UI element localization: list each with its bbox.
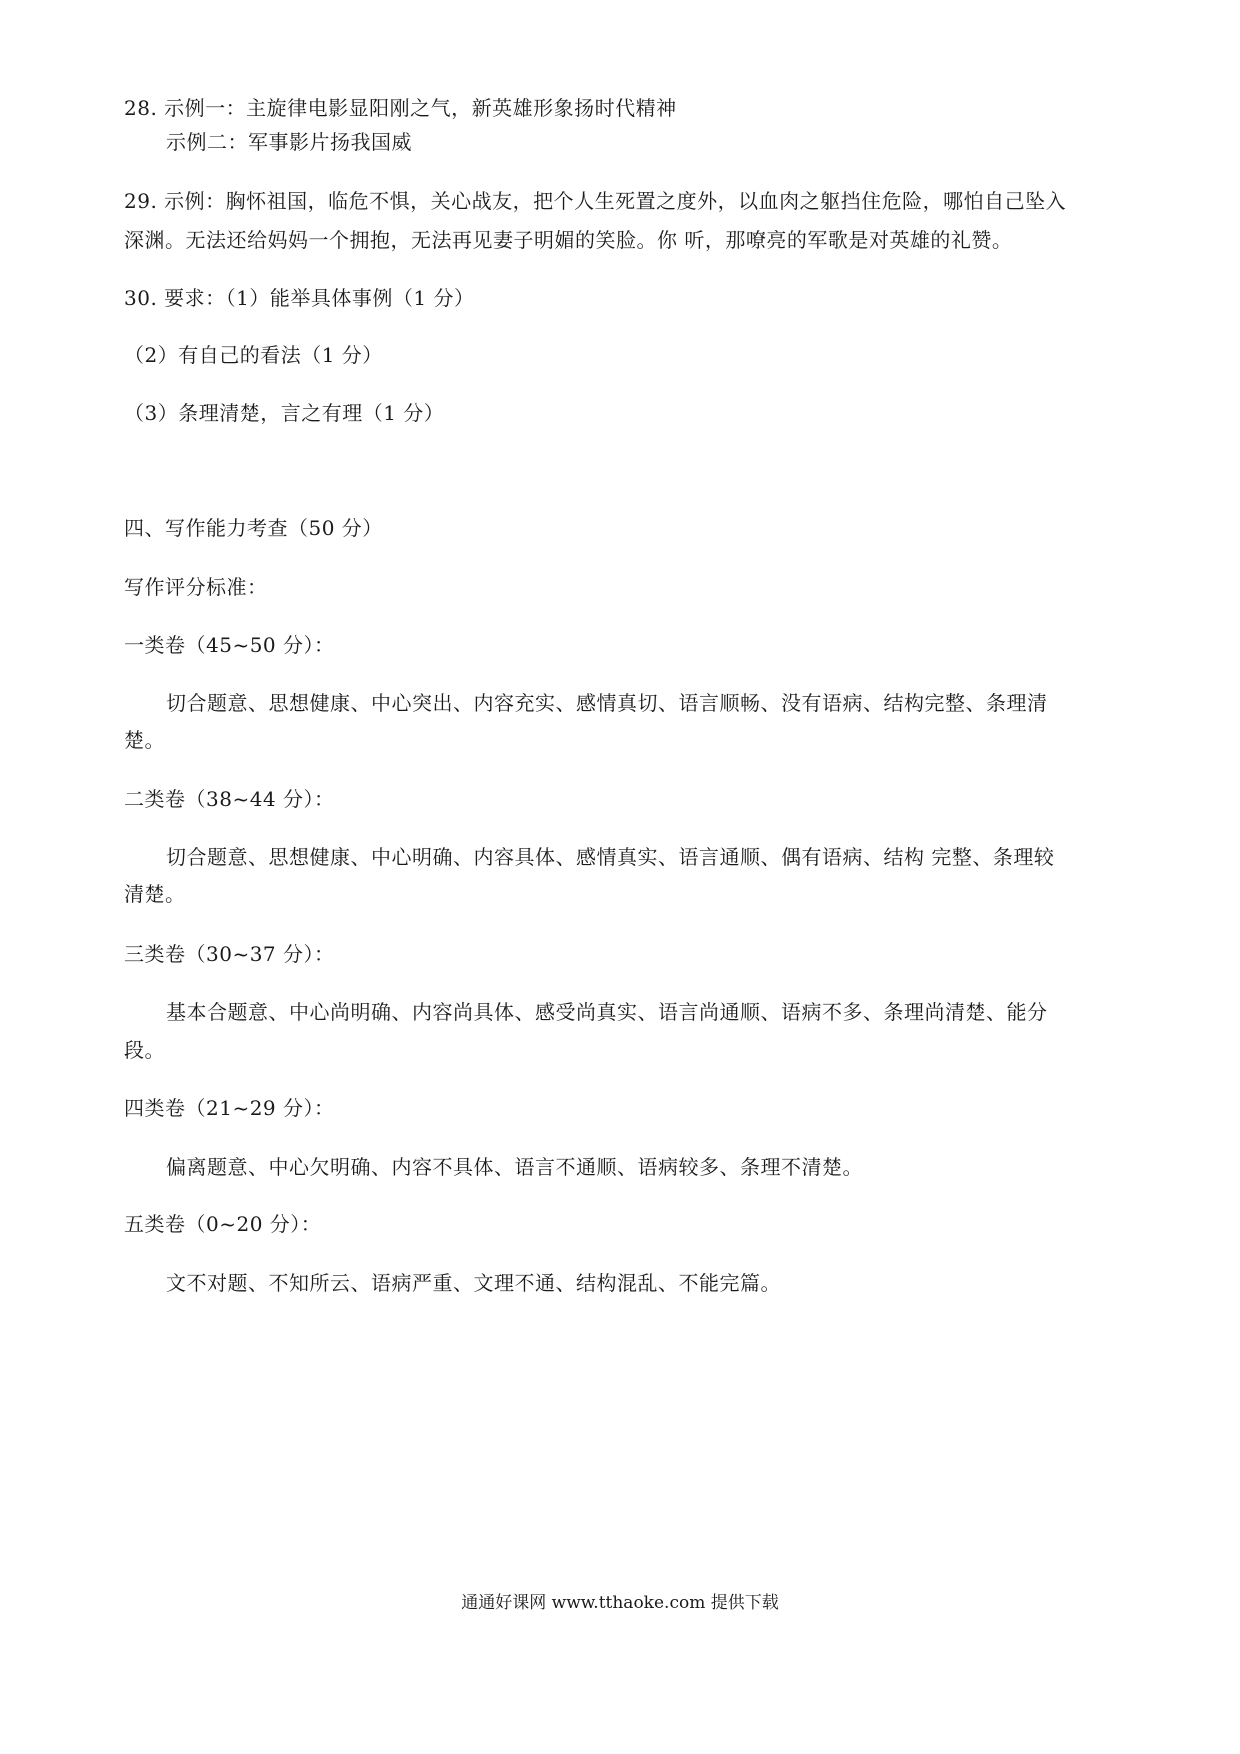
tier-desc-3-line1: 基本合题意、中心尚明确、内容尚具体、感受尚真实、语言尚通顺、语病不多、条理尚清楚、能分	[166, 1000, 1048, 1024]
section-title: 四、写作能力考查（50 分）	[124, 516, 383, 540]
tier-desc-4-line1: 偏离题意、中心欠明确、内容不具体、语言不通顺、语病较多、条理不清楚。	[166, 1155, 863, 1179]
tier-label-5: 五类卷（0~20 分）：	[124, 1212, 322, 1236]
tier-desc-2-line1: 切合题意、思想健康、中心明确、内容具体、感情真实、语言通顺、偶有语病、结构 完整、条理较	[166, 845, 1055, 869]
q30-line1: 30. 要求：（1）能举具体事例（1 分）	[124, 286, 475, 310]
tier-desc-5-line1: 文不对题、不知所云、语病严重、文理不通、结构混乱、不能完篇。	[166, 1271, 781, 1295]
criteria-title: 写作评分标准：	[124, 575, 268, 599]
tier-desc-1-line2: 楚。	[124, 728, 165, 752]
q28-line1: 28. 示例一：主旋律电影显阳刚之气，新英雄形象扬时代精神	[124, 96, 677, 120]
tier-desc-1-line1: 切合题意、思想健康、中心突出、内容充实、感情真切、语言顺畅、没有语病、结构完整、条理清	[166, 691, 1048, 715]
q30-line2: （2）有自己的看法（1 分）	[124, 343, 383, 367]
tier-desc-3-line2: 段。	[124, 1038, 165, 1062]
tier-label-4: 四类卷（21~29 分）：	[124, 1096, 335, 1120]
q28-line2: 示例二：军事影片扬我国威	[166, 130, 412, 154]
q30-line3: （3）条理清楚，言之有理（1 分）	[124, 401, 445, 425]
page-footer: 通通好课网 www.tthaoke.com 提供下载	[461, 1593, 779, 1613]
tier-label-1: 一类卷（45~50 分）：	[124, 633, 335, 657]
tier-label-3: 三类卷（30~37 分）：	[124, 942, 335, 966]
tier-desc-2-line2: 清楚。	[124, 882, 186, 906]
q29-line1: 29. 示例：胸怀祖国，临危不惧，关心战友，把个人生死置之度外，以血肉之躯挡住危险，哪怕自己坠入	[124, 189, 1067, 213]
tier-label-2: 二类卷（38~44 分）：	[124, 787, 335, 811]
q29-line2: 深渊。无法还给妈妈一个拥抱，无法再见妻子明媚的笑脸。你 听，那嘹亮的军歌是对英雄的礼赞。	[124, 228, 1013, 252]
